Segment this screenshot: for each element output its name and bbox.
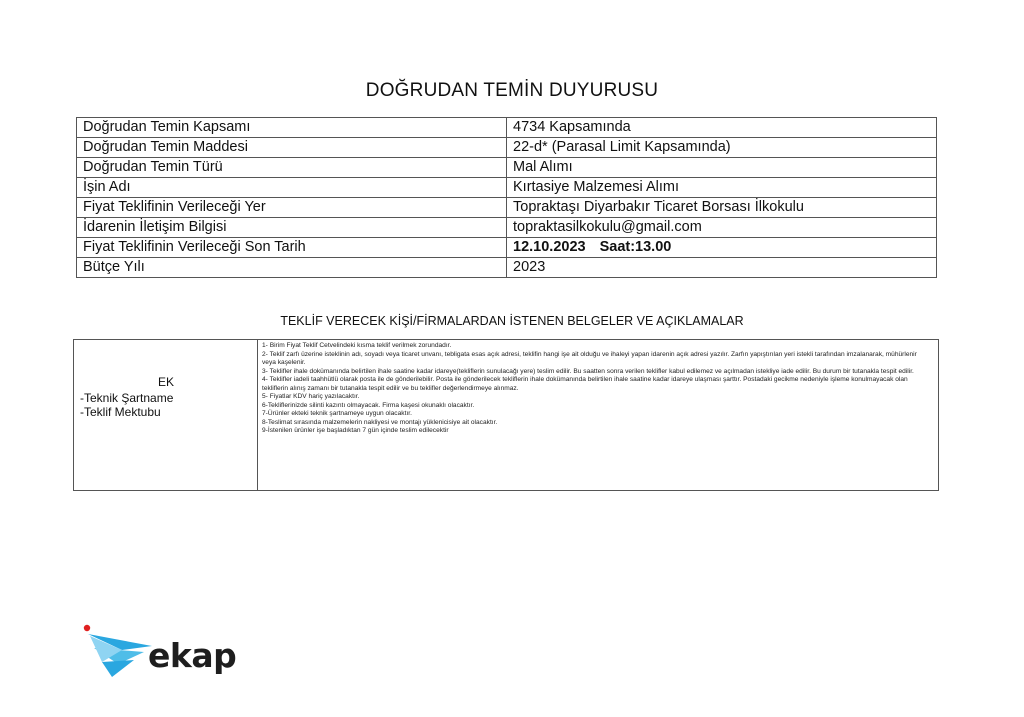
table-row xyxy=(77,258,937,278)
attachments-heading: EK xyxy=(158,375,175,389)
table-row xyxy=(77,138,937,158)
note-item: 8-Teslimat sırasında malzemelerin nakliyesi ve montajı yüklenicisiye ait olacaktır. xyxy=(262,418,498,426)
requirements-title: TEKLİF VERECEK KİŞİ/FİRMALARDAN İSTENEN BELGELER VE AÇIKLAMALAR xyxy=(280,314,744,328)
deadline-date: 12.10.2023 xyxy=(513,239,586,255)
document-title: DOĞRUDAN TEMİN DUYURUSU xyxy=(365,80,659,101)
info-value: 22-d* (Parasal Limit Kapsamında) xyxy=(507,138,937,158)
table-row xyxy=(77,198,937,218)
info-value: 2023 xyxy=(507,258,937,278)
info-label: Fiyat Teklifinin Verileceği Yer xyxy=(77,198,507,218)
notes-cell xyxy=(262,342,932,436)
table-row xyxy=(77,238,937,258)
note-item: 4- Teklifler iadeli taahhütlü olarak posta ile de gönderilebilir. Posta ile gönderilecek tekliflerin ihale dokümanında belirtilen ihale saatine kadar idareye ulaşması şarttır. Postadaki gecikme nedeniyle işleme konulmayacak olan tekliflerin alınış zamanı bir tutanakla tespit edilir ve bu teklifler değerlendirmeye alınmaz. xyxy=(262,376,908,392)
note-item: 3- Teklifler ihale dokümanında belirtilen ihale saatine kadar idareye(tekliflerin sunulacağı yere) teslim edilir. Bu saatten sonra verilen teklifler kabul edilemez ve açılmadan istekliye iade edilir. Bu durum bir tutanakla tespit edilir. xyxy=(262,367,914,375)
attachments-cell xyxy=(74,340,258,490)
info-label: Bütçe Yılı xyxy=(77,258,507,278)
requirements-box xyxy=(73,339,939,491)
attachment-item: -Teknik Şartname xyxy=(80,391,174,405)
ekap-logo-text: ekap xyxy=(148,636,237,675)
info-label: Fiyat Teklifinin Verileceği Son Tarih xyxy=(77,238,507,258)
info-value: Topraktaşı Diyarbakır Ticaret Borsası İlkokulu xyxy=(507,198,937,218)
contact-email: topraktasilkokulu@gmail.com xyxy=(507,218,937,238)
table-row xyxy=(77,218,937,238)
info-label: İşin Adı xyxy=(77,178,507,198)
note-item: 9-İstenilen ürünler işe başladıktan 7 gün içinde teslim edilecektir xyxy=(262,427,449,434)
table-row xyxy=(77,118,937,138)
table-row xyxy=(77,178,937,198)
attachment-item: -Teklif Mektubu xyxy=(80,405,161,419)
note-item: 5- Fiyatlar KDV hariç yazılacaktır. xyxy=(262,393,360,400)
note-item: 6-Tekliflerinizde silinti kazıntı olmayacak. Firma kaşesi okunaklı olacaktır. xyxy=(262,401,475,409)
note-item: 7-Ürünler ekteki teknik şartnameye uygun olacaktır. xyxy=(262,410,412,417)
info-label: Doğrudan Temin Maddesi xyxy=(77,138,507,158)
deadline-value xyxy=(507,238,937,258)
info-label: İdarenin İletişim Bilgisi xyxy=(77,218,507,238)
deadline-time: Saat:13.00 xyxy=(599,239,672,255)
table-row xyxy=(77,158,937,178)
note-item: 1- Birim Fiyat Teklif Cetvelindeki kısma teklif verilmek zorundadır. xyxy=(262,342,452,349)
info-value: 4734 Kapsamında xyxy=(507,118,937,138)
info-value: Kırtasiye Malzemesi Alımı xyxy=(507,178,937,198)
info-table xyxy=(76,117,937,278)
info-label: Doğrudan Temin Türü xyxy=(77,158,507,178)
info-value: Mal Alımı xyxy=(507,158,937,178)
note-item: 2- Teklif zarfı üzerine isteklinin adı, soyadı veya ticaret unvanı, tebligata esas açık adresi, teklifin hangi işe ait olduğu ve ihaleyi yapan idarenin açık adresi yazılır. Zarfın yapıştırılan yeri istekli tarafından imzalanarak, mühürlenir veya kaşelenir. xyxy=(262,350,917,366)
info-label: Doğrudan Temin Kapsamı xyxy=(77,118,507,138)
